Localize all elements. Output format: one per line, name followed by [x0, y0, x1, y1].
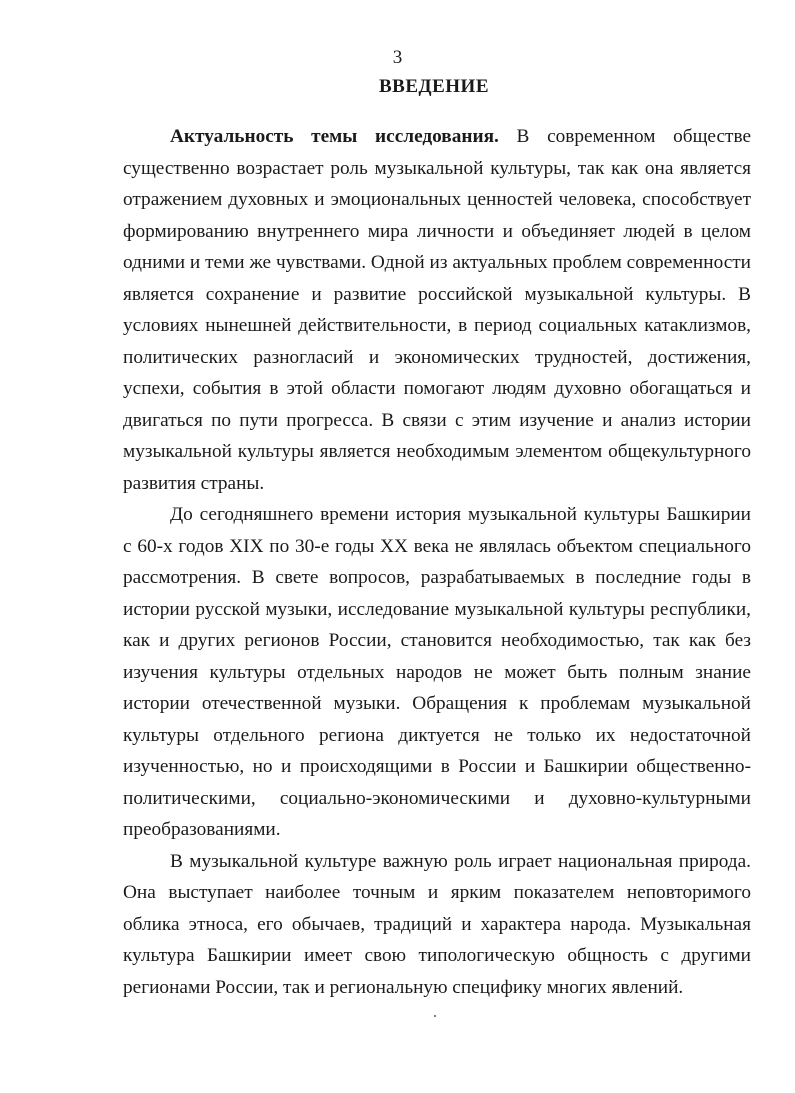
section-heading: ВВЕДЕНИЕ — [379, 76, 489, 97]
paragraph-text: В современном обществе существенно возрастает роль музыкальной культуры, так как она является отражением духовных и эмоциональных ценностей человека, способствует формированию внутреннего мира личности и объединяет людей в целом одними и теми же чувствами. Одной из актуальных проблем современности является сохранение и развитие российской музыкальной культуры. В условиях нынешней действительности, в период социальных катаклизмов, политических разногласий и экономических трудностей, достижения, успехи, события в этой области помогают людям духовно обогащаться и двигаться по пути прогресса. В связи с этим изучение и анализ истории музыкальной культуры является необходимым элементом общекультурного развития страны. — [123, 126, 752, 494]
body-text — [123, 121, 751, 1003]
paragraph-relevance — [123, 121, 751, 499]
scan-speck — [434, 1015, 436, 1017]
paragraph-lead: Актуальность темы исследования. — [170, 126, 499, 147]
paragraph-nature: В музыкальной культуре важную роль играет национальная природа. Она выступает наиболее точным и ярким показателем неповторимого облика этноса, его обычаев, традиций и характера народа. Музыкальная культура Башкирии имеет свою типологическую общность с другими регионами России, так и региональную специфику многих явлений. — [123, 850, 751, 998]
paragraph-history: До сегодняшнего времени история музыкальной культуры Башкирии с 60-х годов XIX по 30-е годы XX века не являлась объектом специального рассмотрения. В свете вопросов, разрабатываемых в последние годы в истории русской музыки, исследование музыкальной культуры республики, как и других регионов России, становится необходимостью, так как без изучения культуры отдельных народов не может быть полным знание истории отечественной музыки. Обращения к проблемам музыкальной культуры отдельного региона диктуется не только их недостаточной изученностью, но и происходящими в России и Башкирии общественно-политическими, социально-экономическими и духовно-культурными преобразованиями. — [123, 504, 751, 840]
page-number: 3 — [392, 47, 403, 68]
